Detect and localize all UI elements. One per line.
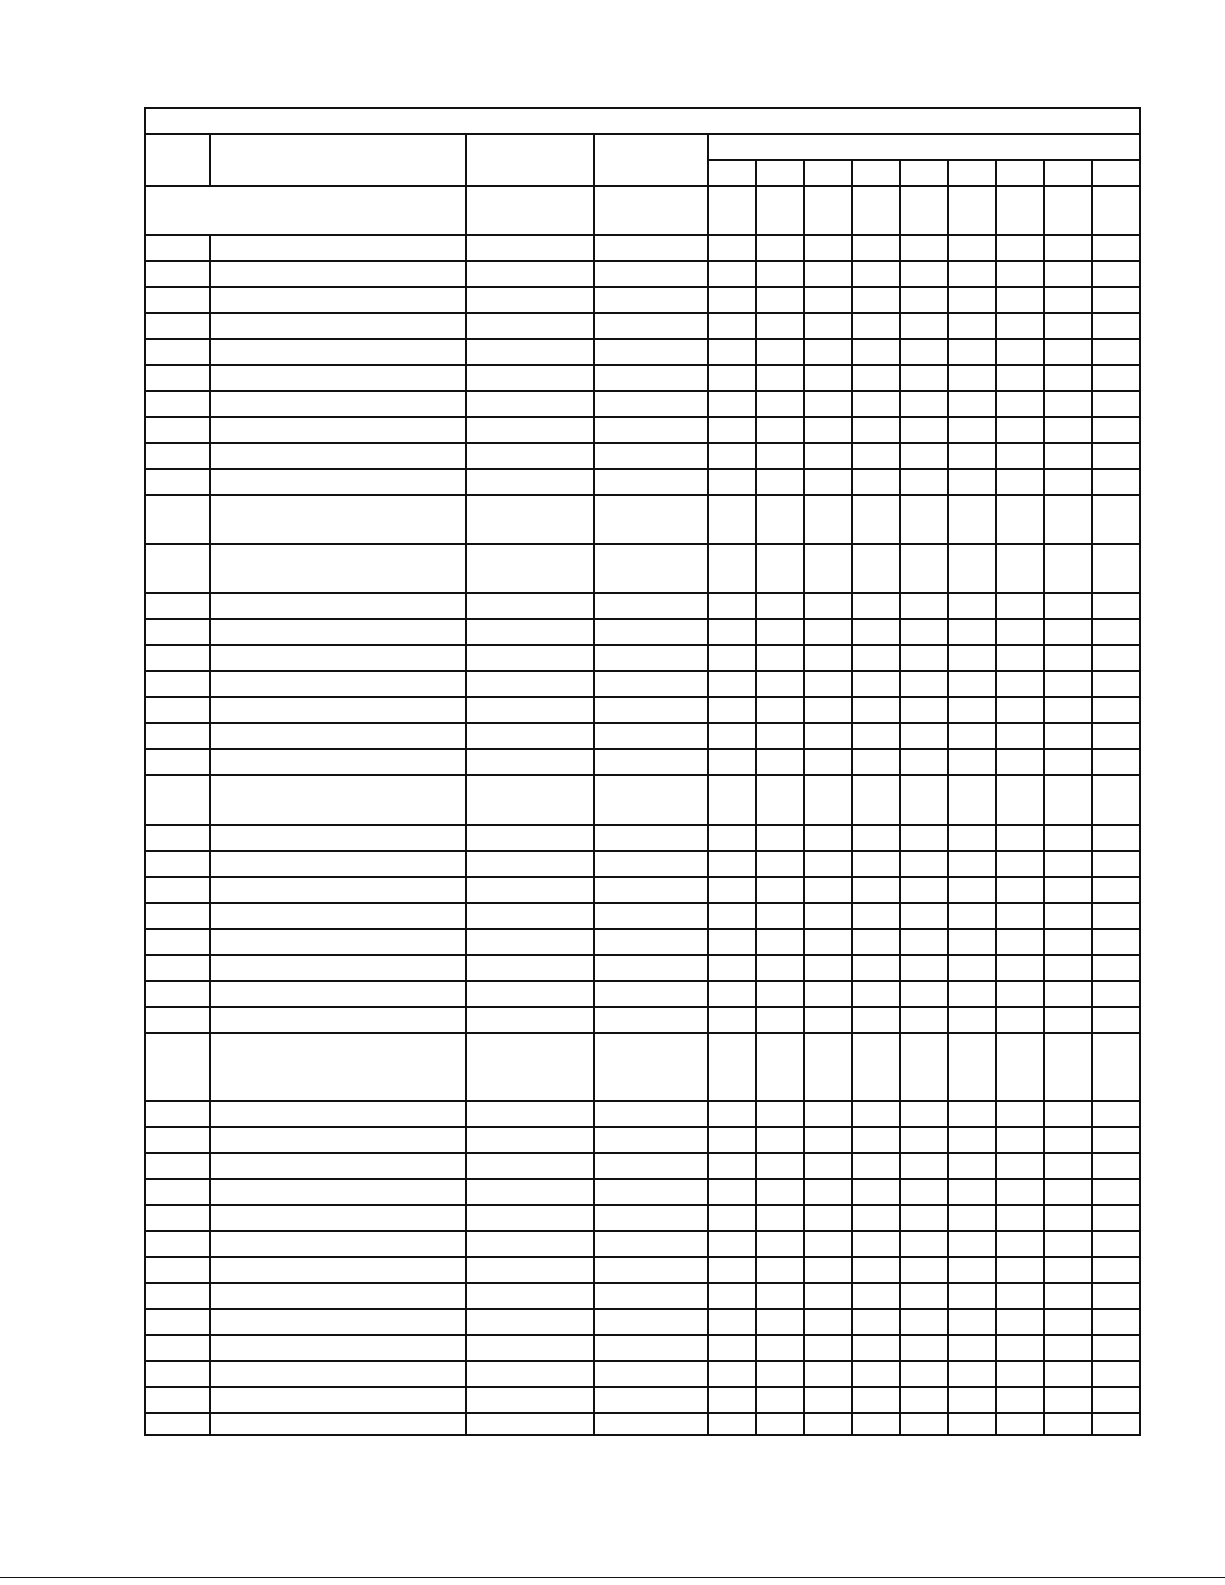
page-bottom-rule	[0, 1577, 1225, 1578]
form-outer-border	[145, 108, 1140, 1435]
form-grid-lines	[145, 134, 1140, 1435]
